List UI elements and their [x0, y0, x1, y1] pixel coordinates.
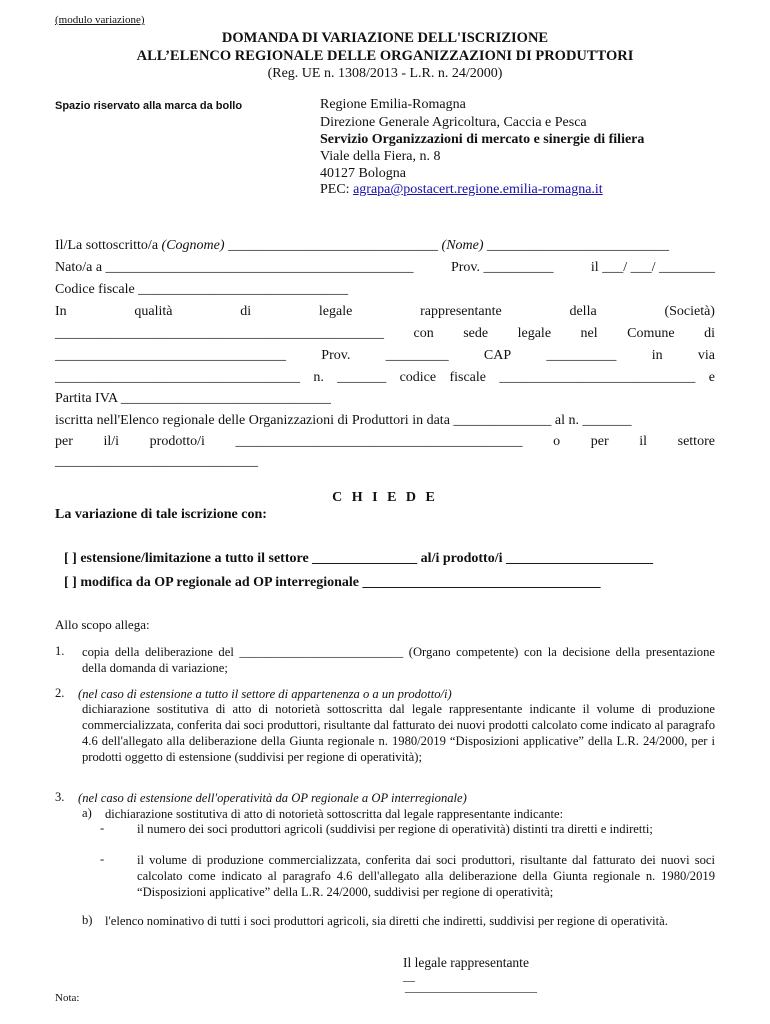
word: Prov. [321, 348, 351, 363]
form-row-prodotto [55, 434, 715, 450]
birth-date-field[interactable]: il ___/ ___/ ________ [590, 260, 715, 275]
word: della [569, 304, 597, 319]
cap-field[interactable]: __________ [546, 348, 617, 363]
word: per [55, 434, 73, 449]
allegato-3-heading: (nel caso di estensione dell'operatività da OP regionale a OP interregionale) [78, 791, 467, 805]
marca-bollo-space: Spazio riservato alla marca da bollo [55, 100, 243, 112]
word: nel [580, 326, 598, 341]
allegato-3a-bullet-2: il volume di produzione commercializzata, conferita dai soci produttori, risultante dal fatturato dei nuovi soci calcolato come indicato al paragrafo 4.6 dell'allegato alla deliberazione della Giunta regionale n. 1980/2019 “Disposizioni applicative” della L.R. 24/2000, suddivisi per regione di operatività; [137, 853, 715, 899]
word: legale [318, 304, 353, 319]
word: fiscale [449, 370, 486, 385]
signature-dash: __ [403, 969, 415, 983]
word: rappresentante [420, 304, 502, 319]
nota-label: Nota: [55, 992, 80, 1004]
form-row-via [55, 370, 715, 386]
form-row-name [55, 238, 669, 254]
word: In [55, 304, 67, 319]
word: sede [463, 326, 489, 341]
pec-label: PEC: [320, 182, 354, 197]
address-line: Servizio Organizzazioni di mercato e sinergie di filiera [320, 132, 645, 147]
signature-line[interactable]: ______________________ [405, 980, 537, 994]
allegato-3b-text: l'elenco nominativo di tutti i soci produttori agricoli, sia diretti che indiretti, suddivisi per regione di operatività. [105, 914, 668, 928]
allegato-2-text: dichiarazione sostitutiva di atto di notorietà sottoscritta dal legale rappresentante indicante il volume di produzione commercializzata, conferita dai soci produttori, risultante dal fatturato dei nuovi prodotti calcolato come indicato al paragrafo 4.6 dell'allegato alla deliberazione della Giunta regionale n. 1980/2019 “Disposizioni applicative” della L.R. 24/2000, per i prodotti oggetto di estensione (suddivisi per regione di operatività); [82, 702, 715, 764]
subitem-label: a) [82, 806, 92, 820]
pec-line [320, 182, 603, 198]
societa-field[interactable]: _______________________________________________ [55, 326, 384, 341]
pec-email-link[interactable]: agrapa@postacert.regione.emilia-romagna.it [353, 182, 603, 197]
sede-prov-field[interactable]: _________ [385, 348, 449, 363]
via-field[interactable]: ___________________________________ [55, 370, 300, 385]
allegato-3a-bullet-1: il numero dei soci produttori agricoli (suddivisi per regione di operatività) distinti tra diretti e indiretti; [137, 822, 653, 836]
allegato-1-text: copia della deliberazione del __________________________ (Organo competente) con la decisione della presentazione della domanda di variazione; [82, 645, 715, 675]
allegato-3a-text: dichiarazione sostitutiva di atto di notorietà sottoscritta dal legale rappresentante indicante: [105, 807, 564, 821]
word: settore [677, 434, 715, 449]
word: il/i [103, 434, 120, 449]
item-number: 1. [55, 644, 65, 658]
sottoscritto-label: Il/La sottoscritto/a [55, 238, 159, 253]
address-line: 40127 Bologna [320, 166, 406, 181]
word: o [553, 434, 561, 449]
comune-field[interactable]: _________________________________ [55, 348, 286, 363]
variazione-label: La variazione di tale iscrizione con: [55, 507, 267, 522]
word: via [697, 348, 715, 363]
word: il [639, 434, 648, 449]
option-modifica-checkbox[interactable]: [ ] modifica da OP regionale ad OP interregionale __________________________________ [64, 575, 601, 590]
form-row-sede [55, 326, 715, 342]
option-estensione-checkbox[interactable]: [ ] estensione/limitazione a tutto il settore _______________ al/i prodotto/i _____________________ [64, 551, 653, 566]
chiede-heading: C H I E D E [332, 490, 438, 505]
document-title-line1: DOMANDA DI VARIAZIONE DELL'ISCRIZIONE [221, 30, 549, 46]
settore-field[interactable]: _____________________________ [55, 454, 258, 469]
address-line: Direzione Generale Agricoltura, Caccia e Pesca [320, 115, 587, 130]
nato-field[interactable]: Nato/a a ____________________________________________ [55, 260, 414, 275]
word: legale [517, 326, 552, 341]
word: qualità [134, 304, 173, 319]
allegato-2-heading: (nel caso di estensione a tutto il settore di appartenenza o a un prodotto/i) [78, 687, 452, 701]
nome-label: (Nome) [441, 238, 484, 253]
form-row-birth [55, 260, 715, 276]
word: Comune [627, 326, 675, 341]
word: prodotto/i [149, 434, 205, 449]
word: con [413, 326, 434, 341]
signature-label: Il legale rappresentante [403, 955, 529, 970]
modulo-label: (modulo variazione) [55, 14, 145, 26]
document-title-line2: ALL’ELENCO REGIONALE DELLE ORGANIZZAZIONI DI PRODUTTORI [136, 48, 634, 64]
word: e [708, 370, 715, 385]
form-row-comune [55, 348, 715, 364]
prodotto-field[interactable]: _________________________________________ [235, 434, 523, 449]
codice-fiscale-field[interactable]: Codice fiscale ______________________________ [55, 282, 349, 297]
allega-label: Allo scopo allega: [55, 617, 150, 632]
iscrizione-field[interactable]: iscritta nell'Elenco regionale delle Organizzazioni di Produttori in data ______________ al n. _______ [55, 413, 632, 428]
prov-field[interactable]: Prov. __________ [450, 260, 554, 275]
word: per [590, 434, 609, 449]
civico-field[interactable]: _______ [337, 370, 387, 385]
address-line: Viale della Fiera, n. 8 [320, 149, 441, 164]
nome-field[interactable]: __________________________ [487, 238, 670, 253]
dash-bullet: - [100, 821, 105, 835]
word: (Società) [664, 304, 715, 319]
subitem-label: b) [82, 913, 93, 927]
word: n. [313, 370, 324, 385]
item-number: 2. [55, 686, 65, 700]
form-row-qualita [55, 304, 715, 320]
document-subtitle: (Reg. UE n. 1308/2013 - L.R. n. 24/2000) [267, 66, 503, 81]
partita-iva-field[interactable]: Partita IVA ______________________________ [55, 391, 331, 406]
address-line: Regione Emilia-Romagna [320, 97, 466, 112]
word: CAP [483, 348, 512, 363]
cognome-label: (Cognome) [161, 238, 225, 253]
word: in [651, 348, 663, 363]
item-number: 3. [55, 790, 65, 804]
dash-bullet: - [100, 852, 105, 866]
societa-cf-field[interactable]: ____________________________ [499, 370, 696, 385]
cognome-field[interactable]: ______________________________ [228, 238, 439, 253]
word: di [240, 304, 252, 319]
word: codice [399, 370, 437, 385]
word: di [704, 326, 715, 341]
